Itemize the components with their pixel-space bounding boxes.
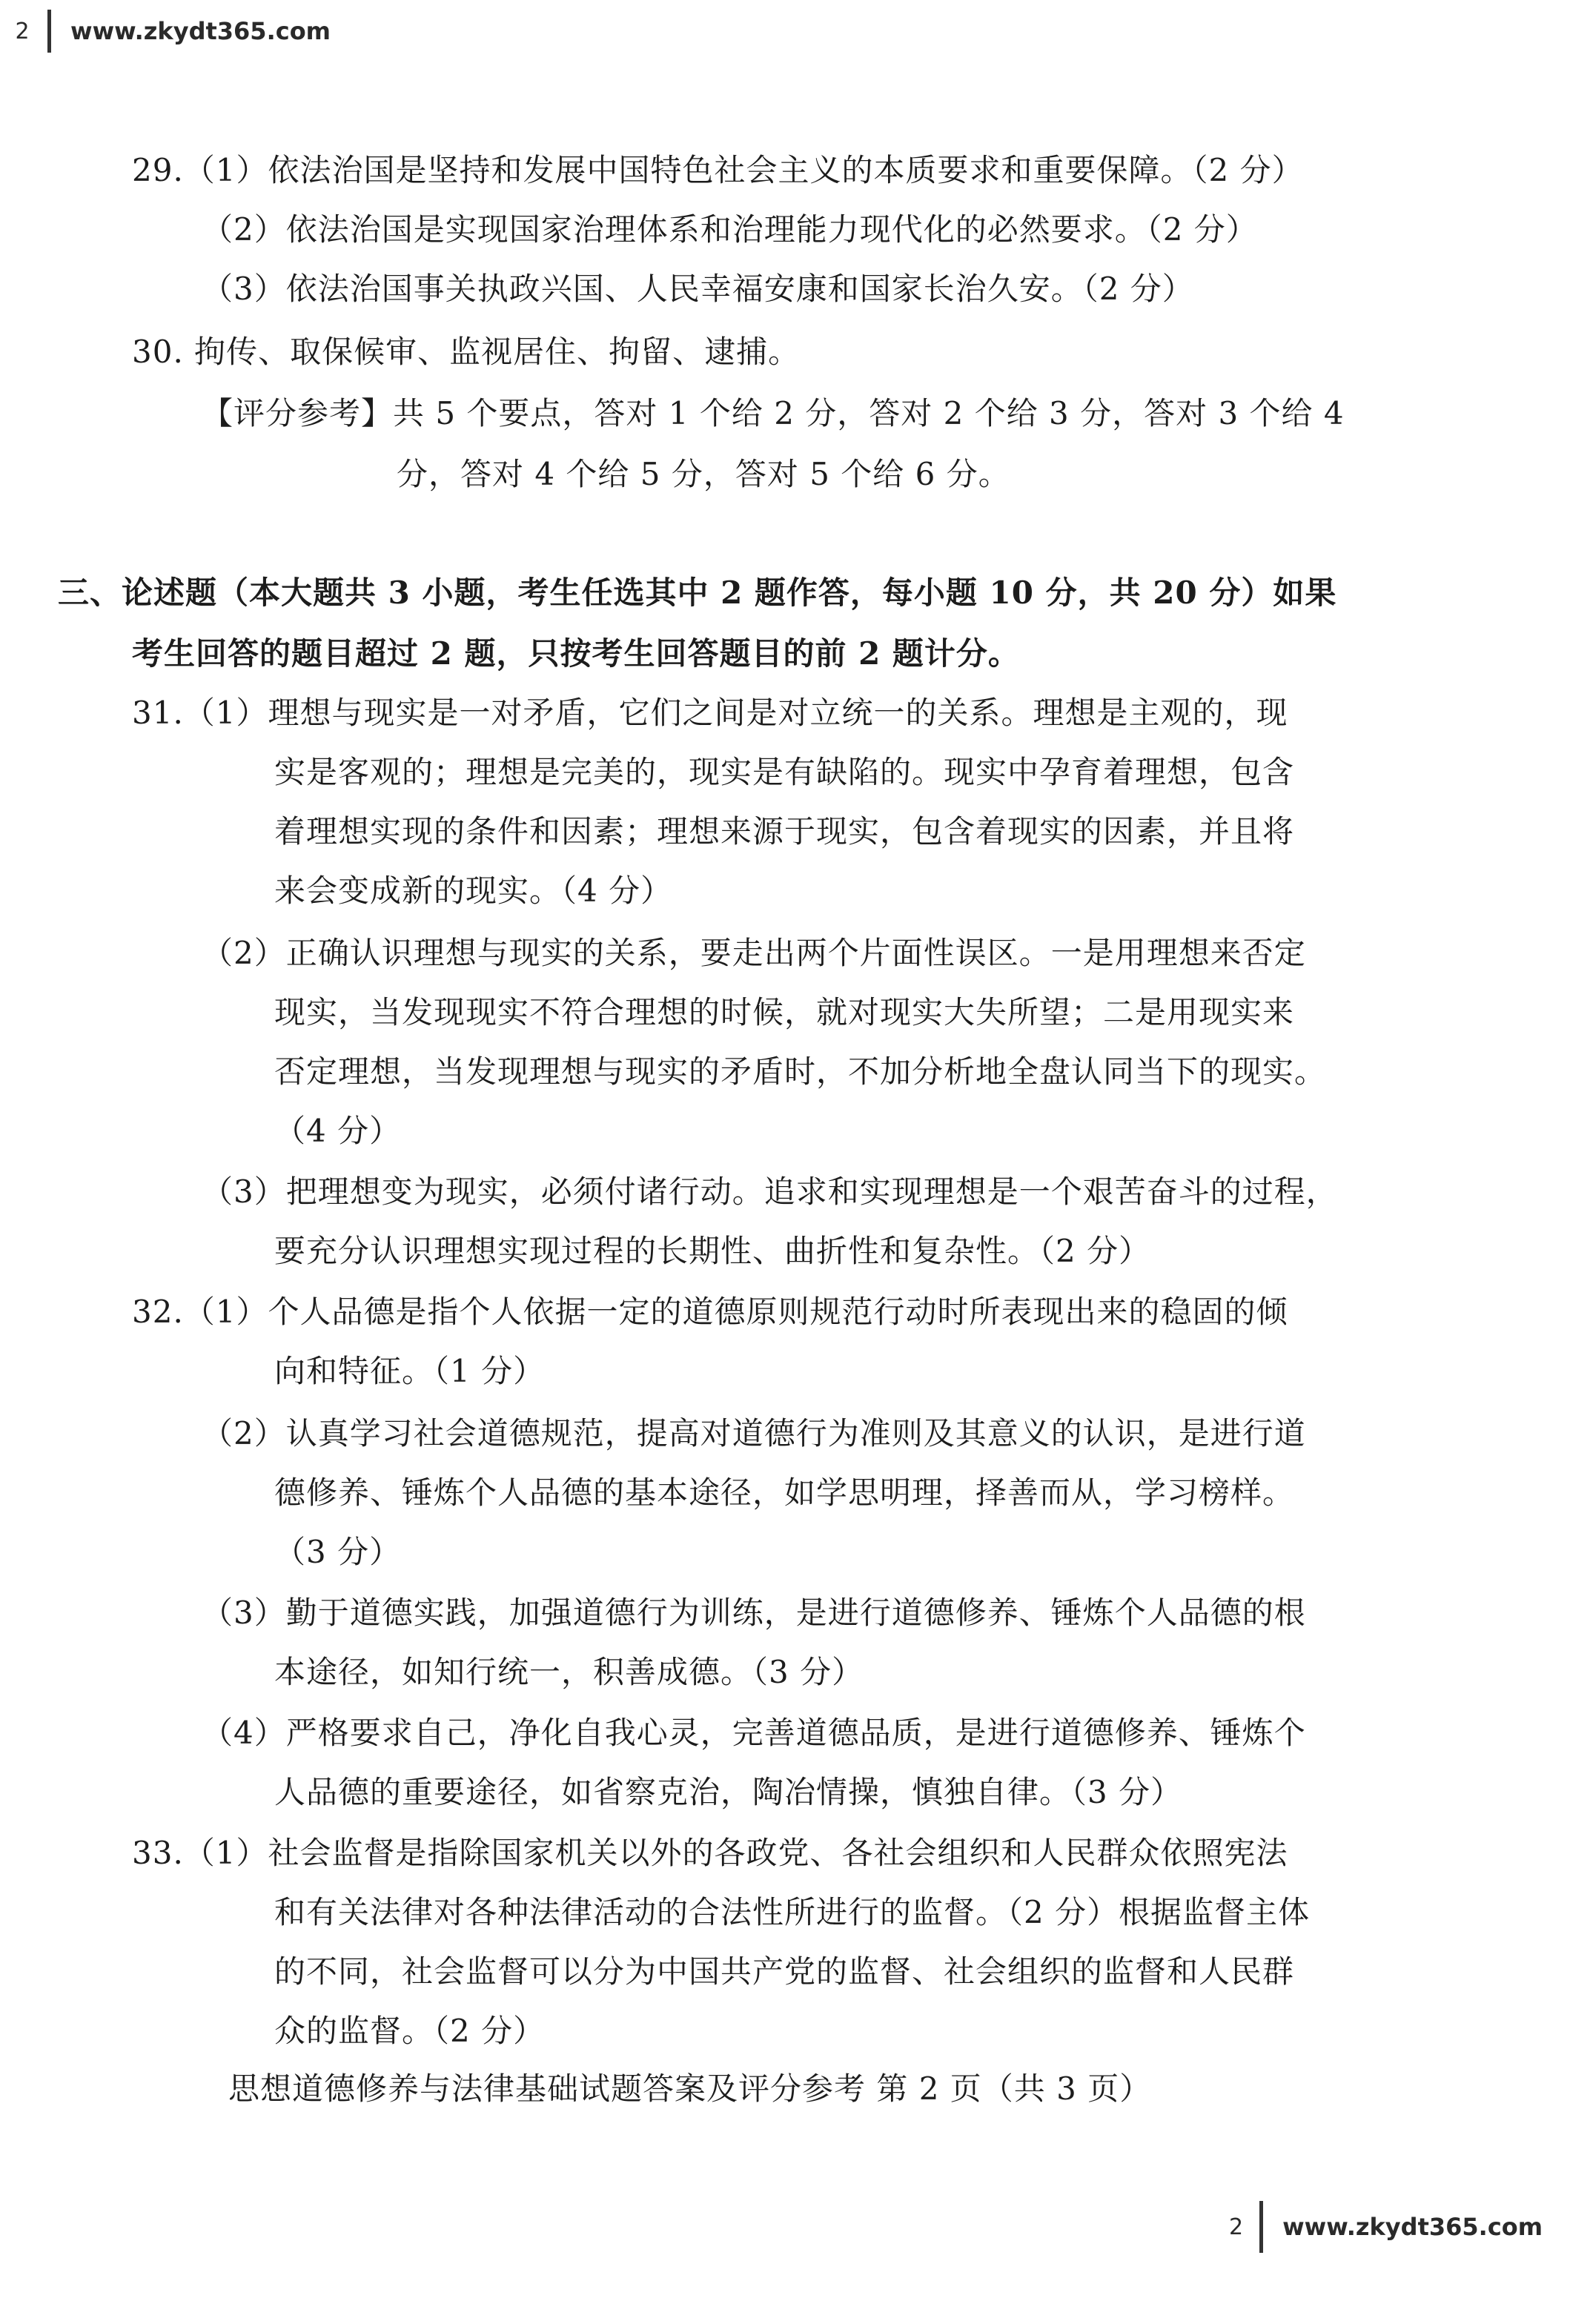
q33-line-2: 和有关法律对各种法律活动的合法性所进行的监督。（2 分）根据监督主体 [274, 1894, 1311, 1930]
q31-line-9: （3）把理想变为现实，必须付诸行动。追求和实现理想是一个艰苦奋斗的过程， [202, 1173, 1338, 1210]
header-site-link[interactable]: www.zkydt365.com [70, 17, 331, 45]
q31-line-6: 现实，当发现现实不符合理想的时候，就对现实大失所望；二是用现实来 [274, 994, 1295, 1030]
q32-line-9: 人品德的重要途径，如省察克治，陶冶情操，慎独自律。（3 分） [274, 1774, 1183, 1810]
q32-line-2: 向和特征。（1 分） [274, 1353, 546, 1389]
q31-line-2: 实是客观的；理想是完美的，现实是有缺陷的。现实中孕育着理想，包含 [274, 754, 1295, 790]
page-header [13, 9, 331, 53]
section3-heading-line-1: 三、论述题（本大题共 3 小题，考生任选其中 2 题作答，每小题 10 分，共 20 分）如果 [58, 575, 1337, 611]
exam-page-footer: 思想道德修养与法律基础试题答案及评分参考 第 2 页（共 3 页） [228, 2070, 1152, 2107]
q29-line-3: （3）依法治国事关执政兴国、人民幸福安康和国家长治久安。（2 分） [202, 271, 1194, 307]
q33-line-1: 33.（1）社会监督是指除国家机关以外的各政党、各社会组织和人民群众依照宪法 [132, 1835, 1288, 1871]
q30-scoring-line-2: 分，答对 4 个给 5 分，答对 5 个给 6 分。 [397, 456, 1010, 492]
footer-site-link[interactable]: www.zkydt365.com [1282, 2213, 1543, 2241]
q31-line-8: （4 分） [274, 1113, 402, 1149]
header-page-number: 2 [15, 18, 30, 44]
q30-answer: 30. 拘传、取保候审、监视居住、拘留、逮捕。 [132, 334, 801, 370]
footer-page-number: 2 [1229, 2214, 1244, 2240]
q32-line-6: （3）勤于道德实践，加强道德行为训练，是进行道德修养、锤炼个人品德的根 [202, 1595, 1306, 1631]
q31-line-5: （2）正确认识理想与现实的关系，要走出两个片面性误区。一是用理想来否定 [202, 935, 1306, 971]
q32-line-1: 32.（1）个人品德是指个人依据一定的道德原则规范行动时所表现出来的稳固的倾 [132, 1294, 1288, 1330]
q32-line-5: （3 分） [274, 1534, 402, 1570]
q31-line-10: 要充分认识理想实现过程的长期性、曲折性和复杂性。（2 分） [274, 1233, 1151, 1269]
q33-line-3: 的不同，社会监督可以分为中国共产党的监督、社会组织的监督和人民群 [274, 1953, 1295, 1990]
header-divider [47, 10, 51, 53]
q33-line-4: 众的监督。（2 分） [274, 2013, 546, 2049]
q31-line-7: 否定理想，当发现理想与现实的矛盾时，不加分析地全盘认同当下的现实。 [274, 1053, 1327, 1090]
q32-line-3: （2）认真学习社会道德规范，提高对道德行为准则及其意义的认识，是进行道 [202, 1415, 1306, 1451]
q31-line-4: 来会变成新的现实。（4 分） [274, 873, 673, 909]
q32-line-7: 本途径，如知行统一，积善成德。（3 分） [274, 1654, 864, 1690]
footer-divider [1259, 2201, 1263, 2253]
q31-line-3: 着理想实现的条件和因素；理想来源于现实，包含着现实的因素，并且将 [274, 813, 1295, 850]
q29-line-1: 29.（1）依法治国是坚持和发展中国特色社会主义的本质要求和重要保障。（2 分） [132, 152, 1304, 188]
q29-line-2: （2）依法治国是实现国家治理体系和治理能力现代化的必然要求。（2 分） [202, 211, 1258, 248]
page-footer [1229, 2200, 1543, 2254]
q31-line-1: 31.（1）理想与现实是一对矛盾，它们之间是对立统一的关系。理想是主观的，现 [132, 695, 1288, 731]
q32-line-8: （4）严格要求自己，净化自我心灵，完善道德品质，是进行道德修养、锤炼个 [202, 1715, 1306, 1751]
section3-heading-line-2: 考生回答的题目超过 2 题，只按考生回答题目的前 2 题计分。 [132, 635, 1020, 672]
q32-line-4: 德修养、锤炼个人品德的基本途径，如学思明理，择善而从，学习榜样。 [274, 1474, 1295, 1511]
q30-scoring-line-1: 【评分参考】共 5 个要点，答对 1 个给 2 分，答对 2 个给 3 分，答对 3 个给 4 [202, 395, 1345, 431]
